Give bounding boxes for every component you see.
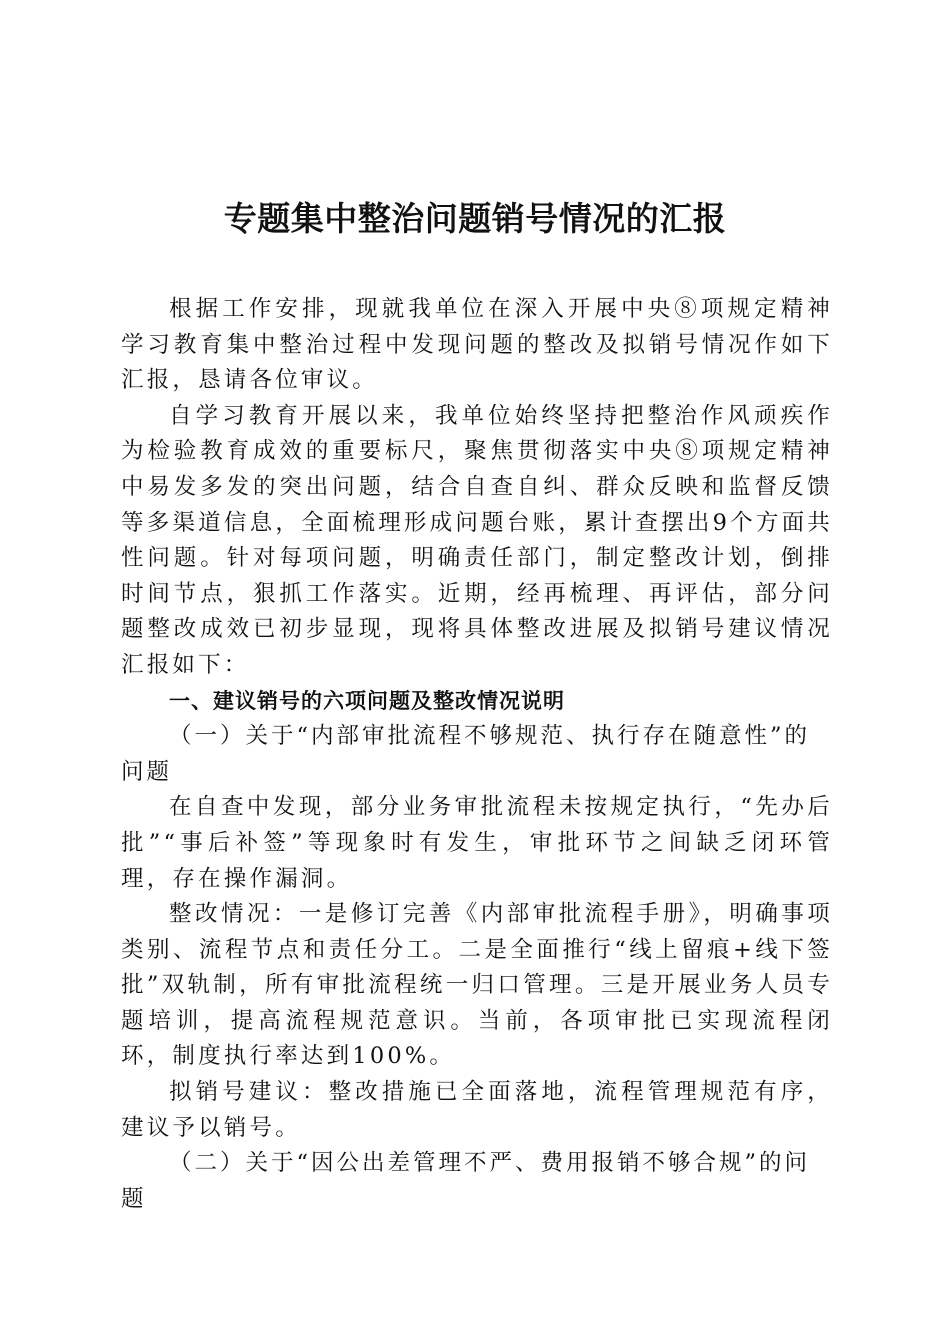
paragraph-intro: 根据工作安排，现就我单位在深入开展中央⑧项规定精神学习教育集中整治过程中发现问题的整改及拟销号情况作如下汇报，恳请各位审议。 — [121, 296, 833, 394]
item-one-heading: （一）关于“内部审批流程不够规范、执行存在随意性”的问题 — [121, 723, 811, 785]
paragraph-background: 自学习教育开展以来，我单位始终坚持把整治作风顽疾作为检验教育成效的重要标尺，聚焦贯彻落实中央⑧项规定精神中易发多发的突出问题，结合自查自纠、群众反映和监督反馈等多渠道信息，全面梳理形成问题台账，累计查摆出9个方面共性问题。针对每项问题，明确责任部门，制定整改计划，倒排时间节点，狠抓工作落实。近期，经再梳理、再评估，部分问题整改成效已初步显现，现将具体整改进展及拟销号建议情况汇报如下： — [121, 402, 833, 678]
item-one-suggestion: 拟销号建议：整改措施已全面落地，流程管理规范有序，建议予以销号。 — [121, 1079, 833, 1141]
item-one-finding: 在自查中发现，部分业务审批流程未按规定执行，“先办后批”“事后补签”等现象时有发生，审批环节之间缺乏闭环管理，存在操作漏洞。 — [121, 794, 833, 892]
document-body — [121, 292, 833, 1217]
item-one-rectification: 整改情况：一是修订完善《内部审批流程手册》，明确事项类别、流程节点和责任分工。二是全面推行“线上留痕+线下签批”双轨制，所有审批流程统一归口管理。三是开展业务人员专题培训，提高流程规范意识。当前，各项审批已实现流程闭环，制度执行率达到100%。 — [121, 901, 833, 1070]
item-two-heading: （二）关于“因公出差管理不严、费用报销不够合规”的问题 — [121, 1150, 811, 1212]
document-title: 专题集中整治问题销号情况的汇报 — [223, 199, 727, 238]
section-one-heading: 一、建议销号的六项问题及整改情况说明 — [169, 688, 565, 713]
